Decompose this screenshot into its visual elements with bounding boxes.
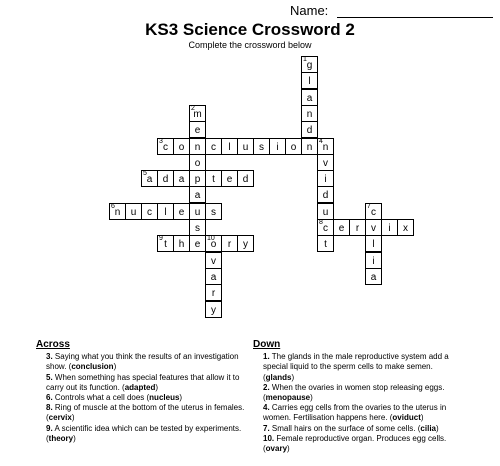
cell-letter: r	[227, 239, 232, 251]
cell-letter: u	[242, 141, 249, 153]
clue-number: 4	[319, 137, 323, 145]
cell-letter: y	[211, 304, 216, 316]
clue-tail: )	[179, 393, 183, 403]
cell-letter: y	[243, 239, 248, 251]
crossword-cell[interactable]	[381, 219, 398, 236]
cell-letter: l	[308, 76, 311, 88]
crossword-cell[interactable]	[285, 138, 302, 155]
cell-letter: o	[194, 157, 201, 169]
clue-text: Saying what you think the results of an investigation show. (	[46, 352, 239, 372]
cell-letter: u	[322, 206, 329, 218]
cell-letter: p	[194, 174, 201, 186]
clue-number: 7.	[263, 423, 270, 433]
crossword-cell[interactable]	[333, 219, 350, 236]
crossword-cell[interactable]	[301, 89, 318, 106]
crossword-cell[interactable]	[301, 56, 318, 73]
clue-number: 9.	[46, 423, 53, 433]
cell-letter: n	[306, 108, 313, 120]
cell-letter: s	[195, 223, 200, 234]
crossword-cell[interactable]	[205, 203, 222, 220]
cell-letter: s	[259, 141, 264, 153]
clue-answer: menopause	[265, 393, 311, 403]
crossword-cell[interactable]	[221, 170, 238, 187]
cell-letter: l	[228, 141, 231, 153]
crossword-cell[interactable]	[205, 301, 222, 318]
clue-text: When the ovaries in women stop releasing eggs. (	[263, 382, 445, 403]
crossword-cell[interactable]	[317, 235, 334, 252]
crossword-cell[interactable]	[397, 219, 414, 236]
cell-letter: t	[164, 239, 167, 251]
clue-answer: conclusion	[71, 362, 114, 372]
clue-tail: )	[73, 433, 76, 443]
crossword-cell[interactable]	[365, 219, 382, 236]
crossword-cell[interactable]	[109, 203, 126, 220]
cell-letter: c	[323, 223, 328, 234]
cell-letter: t	[324, 239, 327, 251]
across-clue-list	[36, 352, 246, 444]
clue-number: 8	[319, 219, 323, 226]
down-clue-list	[253, 352, 465, 454]
cell-letter: c	[371, 206, 376, 218]
clue-text: Carries egg cells from the ovaries to the uterus in women. Fertilisation happens here. (	[263, 403, 447, 423]
across-clue	[36, 352, 246, 372]
crossword-cell[interactable]	[317, 203, 334, 220]
cell-letter: s	[211, 206, 216, 218]
crossword-cell[interactable]	[221, 138, 238, 155]
clue-text: A scientific idea which can be tested by experiments. (	[46, 423, 242, 443]
clue-tail: )	[310, 393, 313, 403]
clue-answer: cilia	[420, 423, 436, 433]
clue-text: Controls what a cell does (	[54, 393, 150, 403]
cell-letter: u	[130, 206, 137, 218]
crossword-cell[interactable]	[189, 138, 206, 155]
clue-text: Female reproductive organ. Produces egg cells. (	[263, 433, 447, 454]
across-clue	[36, 373, 246, 393]
clue-answer: cervix	[48, 413, 72, 423]
crossword-cell[interactable]	[317, 186, 334, 203]
cell-letter: i	[324, 174, 327, 186]
cell-letter: g	[306, 60, 313, 71]
cell-letter: a	[210, 271, 217, 283]
cell-letter: l	[164, 206, 167, 218]
crossword-cell[interactable]	[365, 203, 382, 220]
clue-number: 5.	[46, 372, 53, 382]
cell-letter: n	[306, 141, 313, 153]
crossword-cell[interactable]	[157, 235, 174, 252]
clue-answer: nucleus	[149, 393, 180, 403]
clue-tail: )	[291, 372, 295, 382]
cell-letter: h	[178, 239, 185, 251]
crossword-cell[interactable]	[301, 72, 318, 89]
across-clue	[36, 424, 246, 444]
clue-text: Small hairs on the surface of some cells. (	[271, 423, 421, 433]
crossword-cell[interactable]	[189, 219, 206, 236]
clue-tail: )	[155, 382, 159, 392]
crossword-cell[interactable]	[269, 138, 286, 155]
crossword-cell[interactable]	[189, 203, 206, 220]
cell-letter: a	[146, 174, 153, 186]
clue-number: 2.	[263, 382, 270, 392]
cell-letter: n	[114, 206, 121, 218]
crossword-cell[interactable]	[189, 235, 206, 252]
cell-letter: i	[372, 255, 375, 267]
clue-number: 3	[159, 137, 163, 145]
cell-letter: o	[178, 141, 185, 153]
crossword-cell[interactable]	[125, 203, 142, 220]
cell-letter: o	[210, 239, 217, 251]
clue-number: 4.	[263, 403, 270, 413]
clue-text: The glands in the male reproductive system add a special liquid to the sperm cells to make semen. (	[263, 352, 449, 382]
crossword-cell[interactable]	[237, 138, 254, 155]
crossword-cell[interactable]	[205, 284, 222, 301]
across-clues	[36, 340, 246, 444]
crossword-cell[interactable]	[205, 235, 222, 252]
cell-letter: v	[371, 223, 376, 234]
name-label: Name:	[290, 3, 329, 18]
cell-letter: e	[194, 125, 201, 137]
crossword-cell[interactable]	[141, 203, 158, 220]
cell-letter: u	[194, 206, 201, 218]
cell-letter: n	[322, 141, 329, 153]
clue-number: 2	[191, 104, 195, 112]
crossword-cell[interactable]	[189, 170, 206, 187]
cell-letter: e	[226, 174, 233, 186]
crossword-cell[interactable]	[173, 170, 190, 187]
cell-letter: o	[290, 141, 297, 153]
crossword-cell[interactable]	[205, 138, 222, 155]
cell-letter: r	[355, 223, 360, 234]
clue-answer: ovary	[265, 444, 288, 454]
clue-answer: adapted	[124, 382, 156, 392]
crossword-cell[interactable]	[317, 170, 334, 187]
clue-text: When something has special features that allow it to carry out its function. (	[46, 372, 240, 392]
clue-tail: )	[436, 423, 439, 433]
cell-letter: d	[242, 174, 249, 186]
across-clue	[36, 403, 246, 423]
crossword-cell[interactable]	[173, 203, 190, 220]
crossword-cell[interactable]	[317, 138, 334, 155]
crossword-cell[interactable]	[141, 170, 158, 187]
cell-letter: v	[323, 157, 328, 169]
down-clue	[253, 434, 465, 454]
across-clue	[36, 393, 246, 403]
clue-number: 1.	[263, 352, 270, 362]
crossword-cell[interactable]	[317, 154, 334, 171]
clue-tail: )	[71, 413, 75, 423]
across-heading: Across	[36, 339, 70, 350]
crossword-cell[interactable]	[349, 219, 366, 236]
crossword-cell[interactable]	[157, 203, 174, 220]
crossword-cell[interactable]	[173, 138, 190, 155]
cell-letter: a	[194, 190, 201, 202]
down-clue	[253, 403, 465, 423]
clue-number: 8.	[46, 403, 53, 413]
cell-letter: e	[194, 239, 201, 251]
page-title: KS3 Science Crossword 2	[145, 20, 355, 39]
crossword-cell[interactable]	[365, 268, 382, 285]
clue-tail: )	[287, 444, 290, 454]
crossword-cell[interactable]	[365, 235, 382, 252]
clue-number: 10.	[263, 433, 275, 443]
crossword-cell[interactable]	[189, 186, 206, 203]
cell-letter: a	[370, 271, 377, 283]
cell-letter: d	[162, 174, 169, 186]
clue-number: 6	[111, 202, 115, 210]
crossword-cell[interactable]	[237, 170, 254, 187]
crossword-cell[interactable]	[221, 235, 238, 252]
cell-letter: v	[211, 255, 216, 267]
clue-number: 5	[143, 170, 147, 178]
clue-number: 3.	[46, 352, 53, 362]
crossword-cell[interactable]	[189, 154, 206, 171]
cell-letter: m	[193, 108, 202, 120]
clue-number: 9	[159, 235, 163, 243]
cell-letter: l	[372, 239, 375, 251]
clue-number: 1	[303, 56, 307, 63]
crossword-cell[interactable]	[317, 219, 334, 236]
page-subtitle: Complete the crossword below	[188, 40, 312, 50]
clue-answer: oviduct	[392, 413, 421, 423]
clue-tail: )	[420, 413, 424, 423]
crossword-cell[interactable]	[173, 235, 190, 252]
crossword-cell[interactable]	[253, 138, 270, 155]
down-clue	[253, 424, 465, 434]
cell-letter: a	[306, 92, 313, 104]
cell-letter: n	[194, 141, 201, 153]
crossword-cell[interactable]	[205, 170, 222, 187]
down-clue	[253, 383, 465, 403]
cell-letter: e	[338, 223, 345, 234]
cell-letter: c	[147, 206, 152, 218]
crossword-cell[interactable]	[189, 105, 206, 122]
cell-letter: t	[212, 174, 215, 186]
crossword-cell[interactable]	[237, 235, 254, 252]
cell-letter: i	[276, 141, 279, 153]
down-heading: Down	[253, 339, 281, 350]
crossword-cell[interactable]	[205, 268, 222, 285]
crossword-cell[interactable]	[205, 252, 222, 269]
cell-letter: i	[388, 223, 391, 234]
crossword-cell[interactable]	[301, 121, 318, 138]
clue-tail: )	[113, 362, 117, 372]
crossword-cell[interactable]	[157, 138, 174, 155]
down-clue	[253, 352, 465, 383]
crossword-cell[interactable]	[365, 252, 382, 269]
clue-answer: theory	[48, 433, 74, 443]
cell-letter: c	[163, 141, 168, 153]
cell-letter: x	[403, 223, 408, 234]
clue-text: Ring of muscle at the bottom of the uterus in females. (	[46, 403, 245, 423]
clue-answer: glands	[265, 372, 292, 382]
crossword-cell[interactable]	[189, 121, 206, 138]
cell-letter: a	[178, 174, 185, 186]
cell-letter: d	[322, 190, 329, 202]
cell-letter: r	[211, 288, 216, 300]
crossword-cell[interactable]	[301, 138, 318, 155]
cell-letter: d	[306, 125, 313, 137]
clue-number: 7	[367, 202, 371, 210]
cell-letter: e	[178, 206, 185, 218]
cell-letter: c	[211, 141, 216, 153]
down-clues	[253, 340, 465, 454]
crossword-cell[interactable]	[157, 170, 174, 187]
crossword-cell[interactable]	[301, 105, 318, 122]
clue-number: 6.	[46, 393, 53, 403]
clue-number: 10	[207, 235, 215, 243]
